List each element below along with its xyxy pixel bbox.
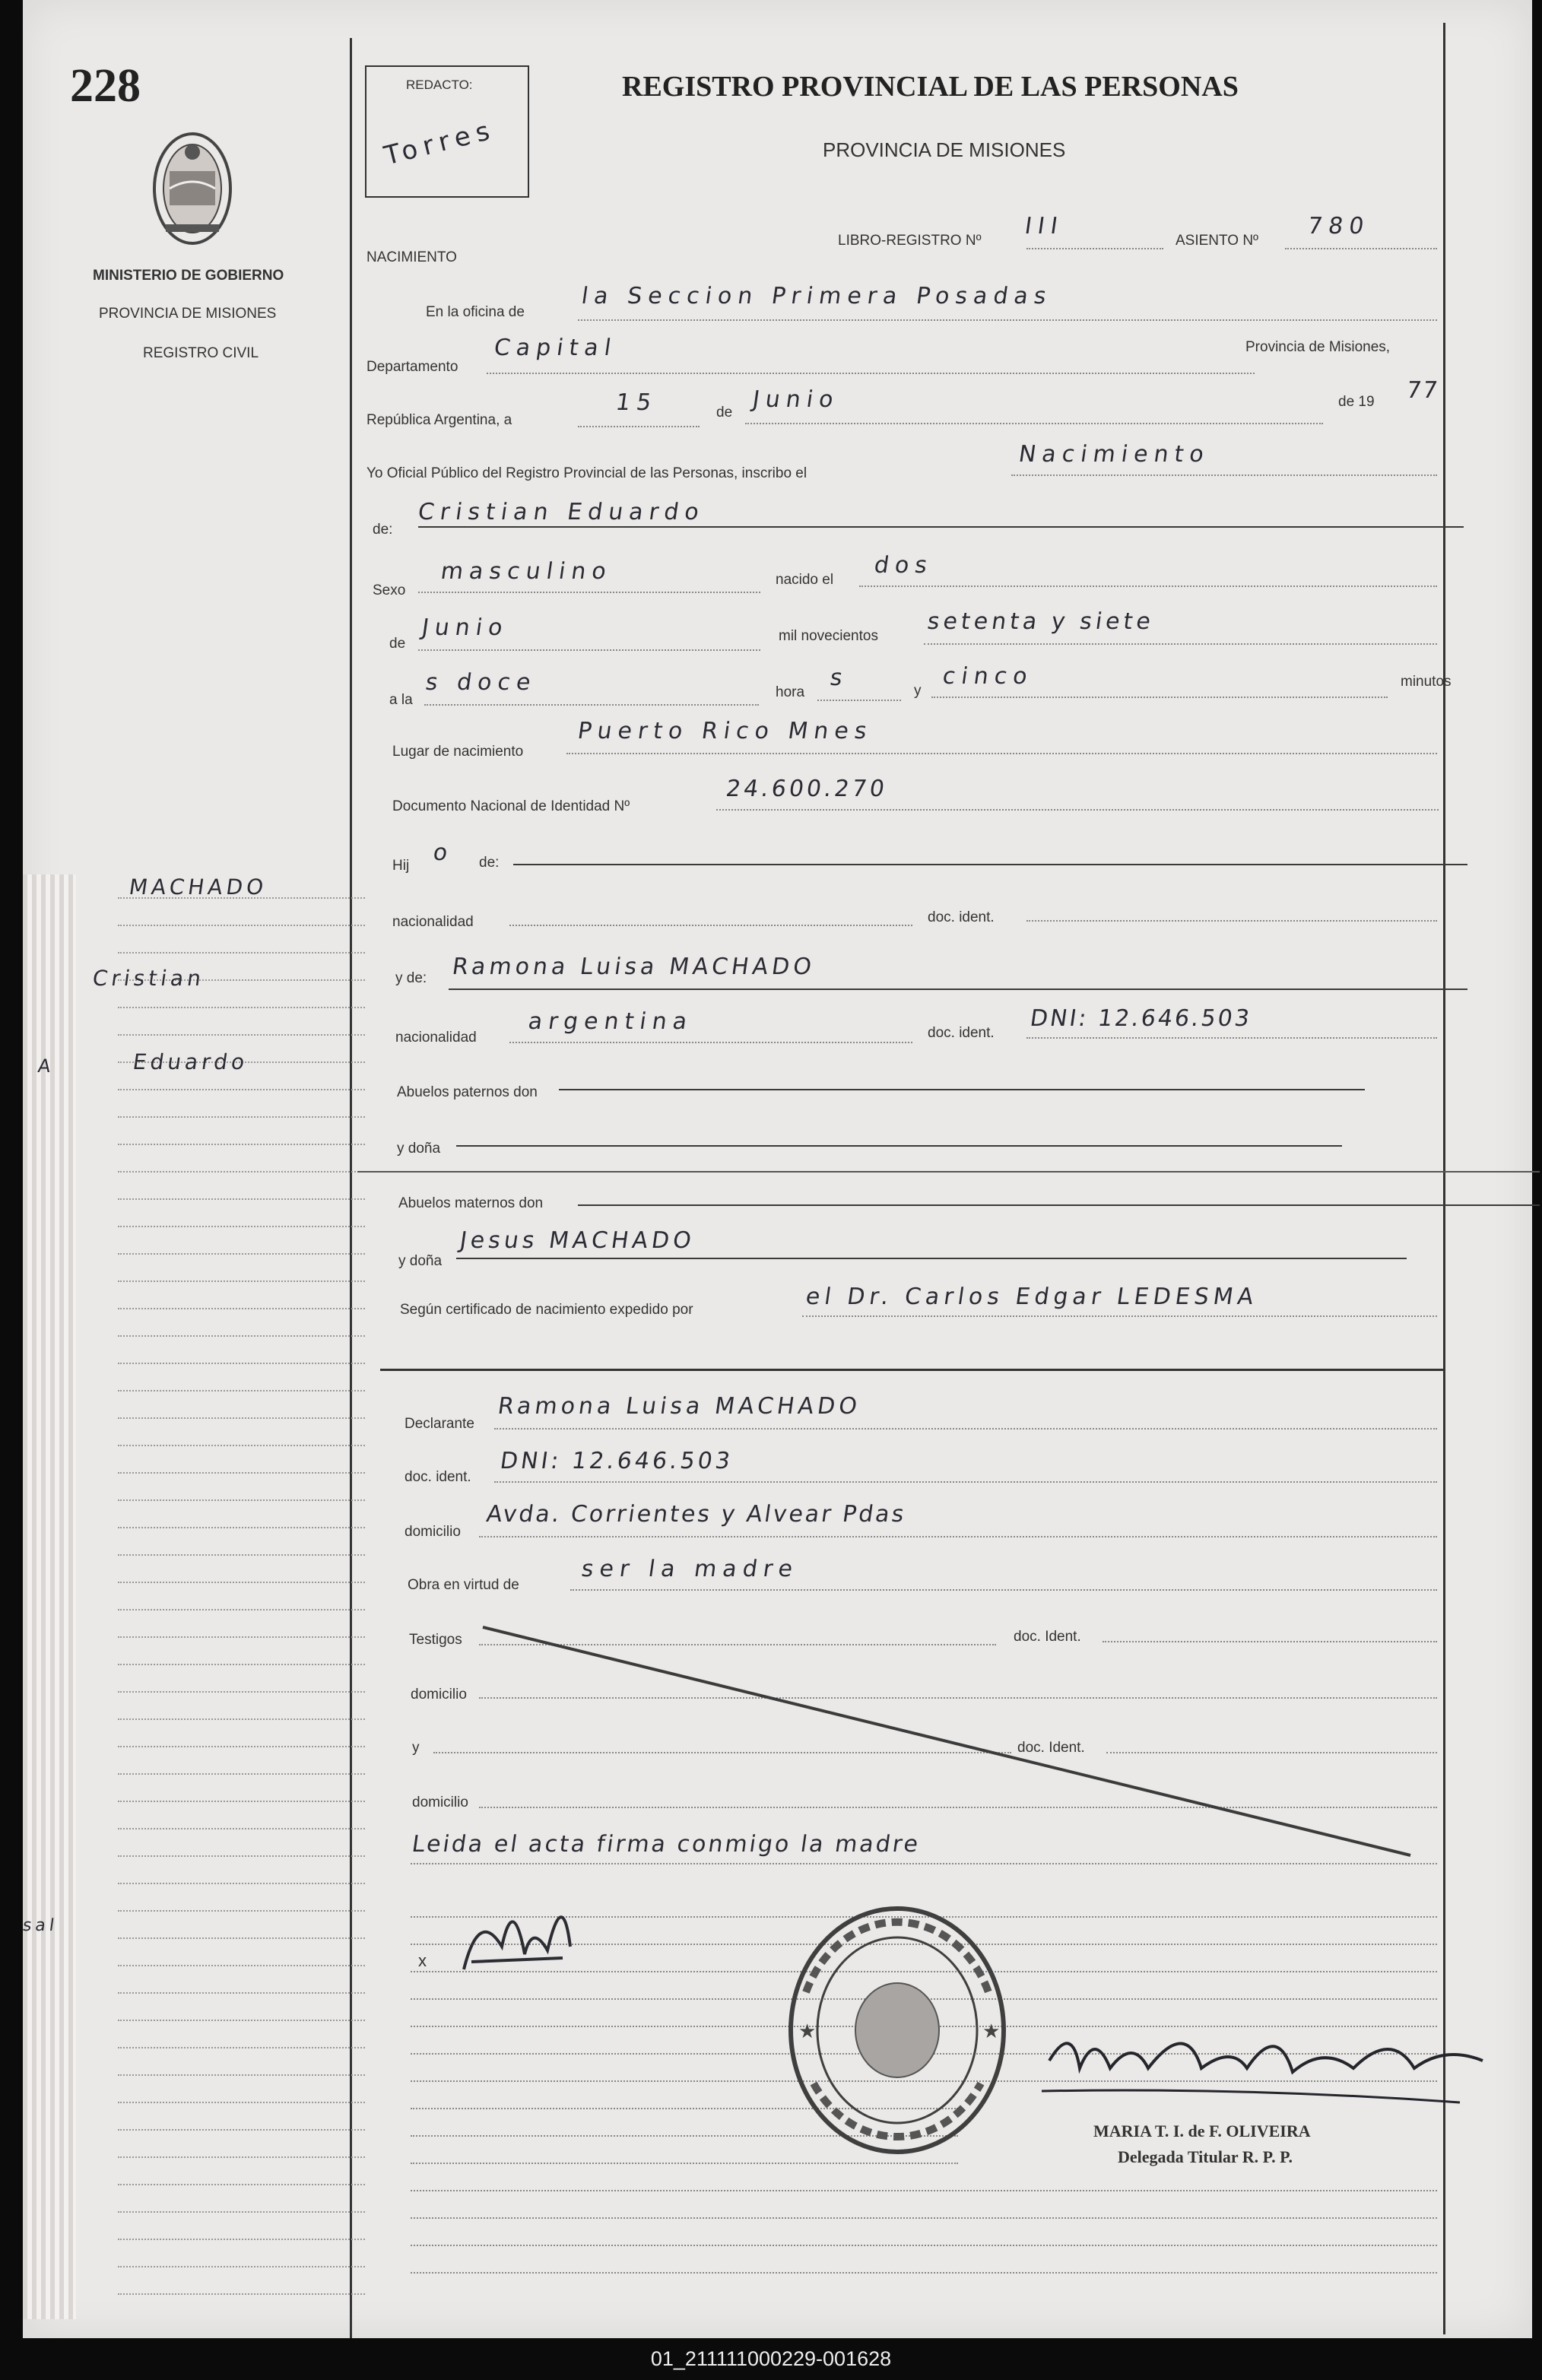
- alas-rule: [424, 704, 759, 706]
- republica-label: República Argentina, a: [366, 412, 512, 428]
- margin-rule: [118, 1801, 365, 1802]
- dni-value: 24.600.270: [724, 776, 890, 802]
- declarant-divider: [380, 1369, 1445, 1371]
- margin-rule: [118, 1691, 365, 1693]
- testigo-dom2-label: domicilio: [412, 1795, 468, 1810]
- abuelos-paternos-label: Abuelos paternos don: [397, 1084, 538, 1100]
- y-label: y: [914, 683, 922, 699]
- certificado-label: Según certificado de nacimiento expedido por: [400, 1302, 693, 1318]
- ydona1-label: y doña: [397, 1141, 441, 1157]
- official-title: Delegada Titular R. P. P.: [1118, 2147, 1293, 2166]
- margin-rule: [118, 2239, 365, 2240]
- madre-value: Ramona Luisa MACHADO: [450, 954, 817, 980]
- redacto-label: REDACTO:: [406, 78, 473, 92]
- madre-underline: [449, 988, 1467, 990]
- nacido-rule: [859, 585, 1437, 587]
- obra-value: ser la madre: [579, 1556, 801, 1582]
- margin-rule: [118, 1253, 365, 1255]
- svg-text:★: ★: [798, 2020, 817, 2042]
- minutos-value: cinco: [941, 663, 1036, 690]
- page-edge-stack: [23, 874, 76, 2319]
- mil-rule: [924, 643, 1437, 645]
- margin-rule: [118, 1445, 365, 1446]
- sexo-label: Sexo: [373, 582, 406, 598]
- province-title: PROVINCIA DE MISIONES: [823, 138, 1066, 161]
- margin-rule: [118, 1883, 365, 1884]
- ydona2-line: [456, 1258, 1407, 1259]
- sexo-value: masculino: [439, 558, 614, 585]
- registry-label: REGISTRO CIVIL: [143, 345, 259, 361]
- margin-rule: [118, 1718, 365, 1720]
- hijo-underline: [513, 864, 1467, 865]
- asiento-value: 780: [1306, 213, 1372, 240]
- abuelos-paternos-line: [559, 1089, 1365, 1090]
- sexo-rule: [418, 592, 760, 593]
- hora-value: s: [828, 665, 851, 691]
- margin-rule: [118, 1280, 365, 1282]
- nacido-value: dos: [872, 552, 935, 579]
- hora-label: hora: [776, 684, 805, 700]
- domicilio-rule: [479, 1536, 1437, 1537]
- margin-rule: [118, 1363, 365, 1364]
- libro-label: LIBRO-REGISTRO Nº: [838, 233, 982, 249]
- libro-rule: [1026, 248, 1163, 249]
- oficina-value: la Seccion Primera Posadas: [579, 283, 1055, 309]
- hijo-value: o: [431, 839, 455, 866]
- alas-value: s doce: [424, 669, 538, 696]
- y-testigo-label: y: [412, 1740, 420, 1756]
- minutos-rule: [931, 697, 1388, 698]
- margin-rule: [118, 2293, 365, 2295]
- image-caption: 01_211111000229-001628: [0, 2338, 1542, 2380]
- margin-rule: [118, 1746, 365, 1747]
- margin-rule: [118, 1034, 365, 1036]
- svg-text:★: ★: [982, 2020, 1001, 2042]
- decl-doc-value: DNI: 12.646.503: [498, 1448, 735, 1474]
- certificado-value: el Dr. Carlos Edgar LEDESMA: [804, 1284, 1260, 1310]
- margin-rule: [118, 1636, 365, 1638]
- certificado-rule: [802, 1315, 1437, 1317]
- cierre-rule: [411, 1863, 1437, 1864]
- margin-rule: [118, 1664, 365, 1665]
- margin-rule: [118, 925, 365, 926]
- margin-rule: [118, 2102, 365, 2103]
- margin-rule: [118, 1855, 365, 1857]
- testigos-label: Testigos: [409, 1632, 462, 1648]
- de-mes-label: de: [389, 636, 406, 652]
- right-column-border: [1443, 23, 1445, 2334]
- obra-label: Obra en virtud de: [408, 1577, 519, 1593]
- registry-title: REGISTRO PROVINCIAL DE LAS PERSONAS: [622, 71, 1239, 103]
- abuela-materna-value: Jesus MACHADO: [458, 1227, 697, 1254]
- lugar-rule: [566, 753, 1437, 754]
- declarante-rule: [494, 1428, 1437, 1430]
- nacido-label: nacido el: [776, 572, 834, 588]
- grandparents-divider: [357, 1171, 1540, 1173]
- margin-rule: [118, 1992, 365, 1994]
- margin-rule: [118, 2047, 365, 2048]
- firma-x: x: [418, 1951, 427, 1970]
- register-page: [23, 0, 1532, 2338]
- margin-rule: [118, 1828, 365, 1829]
- margin-rule: [118, 2020, 365, 2021]
- ministry-label: MINISTERIO DE GOBIERNO: [93, 268, 284, 284]
- mil-value: setenta y siete: [925, 608, 1156, 635]
- margin-rule: [118, 1609, 365, 1610]
- docident2-rule: [1026, 1037, 1437, 1039]
- cierre-value: Leida el acta firma conmigo la madre: [410, 1831, 922, 1858]
- page-number: 228: [70, 60, 141, 112]
- oficial-label: Yo Oficial Público del Registro Provincial de las Personas, inscribo el: [366, 465, 807, 481]
- margin-rule: [118, 1308, 365, 1309]
- margin-rule: [118, 1007, 365, 1008]
- hora-rule: [817, 700, 901, 701]
- yde-label: y de:: [395, 970, 427, 986]
- act-type-label: NACIMIENTO: [366, 249, 457, 265]
- mil-label: mil novecientos: [779, 628, 878, 644]
- persona-underline: [418, 526, 1464, 528]
- mes-value: Junio: [750, 386, 842, 413]
- body-rule: [411, 2190, 1437, 2191]
- margin-rule: [118, 1527, 365, 1528]
- margin-rule: [118, 1582, 365, 1583]
- oficial-rule: [1011, 474, 1437, 476]
- margin-rule: [118, 1116, 365, 1118]
- margin-rule: [118, 1910, 365, 1912]
- testigo2-doc-label: doc. Ident.: [1017, 1740, 1085, 1756]
- ydona2-label: y doña: [398, 1253, 443, 1269]
- decl-doc-rule: [494, 1481, 1437, 1483]
- margin-rule: [118, 1089, 365, 1090]
- persona-value: Cristian Eduardo: [416, 499, 707, 525]
- abuelos-maternos-line: [578, 1204, 1540, 1206]
- ydona1-line: [456, 1145, 1342, 1147]
- abuelos-maternos-label: Abuelos maternos don: [398, 1195, 544, 1211]
- provincia-suffix: Provincia de Misiones,: [1245, 339, 1391, 355]
- margin-rule: [118, 2129, 365, 2131]
- margin-rule: [118, 2156, 365, 2158]
- margin-surname: MACHADO: [127, 874, 269, 900]
- margin-rule: [118, 1144, 365, 1145]
- hijo-de-label: de:: [479, 855, 500, 871]
- dni-rule: [716, 809, 1439, 811]
- ministry-province-label: PROVINCIA DE MISIONES: [99, 306, 277, 322]
- margin-rule: [118, 1226, 365, 1227]
- hijo-label: Hij: [392, 858, 410, 874]
- margin-rule: [118, 1417, 365, 1419]
- lugar-value: Puerto Rico Mnes: [576, 718, 875, 744]
- departamento-value: Capital: [492, 335, 619, 361]
- nacido-mes-rule: [418, 649, 760, 651]
- oficina-rule: [578, 319, 1437, 321]
- left-column-border: [350, 38, 352, 2342]
- nacido-mes-value: Junio: [420, 614, 511, 641]
- alas-label: a la: [389, 692, 413, 708]
- oficina-label: En la oficina de: [426, 304, 525, 320]
- margin-rule: [118, 1472, 365, 1474]
- margin-rule: [118, 2074, 365, 2076]
- anio-value: 77: [1404, 377, 1441, 404]
- de-label: de: [716, 405, 733, 420]
- margin-rule: [118, 1554, 365, 1556]
- redacto-box: [365, 65, 529, 198]
- docident1-rule: [1026, 920, 1437, 922]
- declarante-label: Declarante: [405, 1416, 474, 1432]
- decl-doc-label: doc. ident.: [405, 1469, 471, 1485]
- testigos-doc-label: doc. Ident.: [1014, 1629, 1081, 1645]
- docident2-value: DNI: 12.646.503: [1028, 1005, 1254, 1032]
- dia-rule: [578, 426, 700, 427]
- nacionalidad1-label: nacionalidad: [392, 914, 474, 930]
- libro-value: III: [1023, 213, 1066, 240]
- nacionalidad2-label: nacionalidad: [395, 1030, 477, 1046]
- official-seal-stamp: [783, 1901, 1011, 2159]
- redacto-value: Torres: [381, 114, 499, 172]
- margin-rule: [118, 1198, 365, 1200]
- asiento-rule: [1285, 248, 1437, 249]
- nacionalidad2-value: argentina: [526, 1008, 695, 1035]
- margin-rule: [118, 2184, 365, 2185]
- mes-rule: [745, 423, 1323, 424]
- body-rule: [411, 2245, 1437, 2246]
- margin-mark-sal: sal: [21, 1916, 59, 1935]
- margin-rule: [118, 952, 365, 954]
- nacionalidad2-rule: [509, 1042, 912, 1043]
- lugar-label: Lugar de nacimiento: [392, 744, 524, 760]
- nacionalidad1-rule: [509, 925, 912, 926]
- margin-rule: [118, 2266, 365, 2267]
- testigo-dom1-label: domicilio: [411, 1687, 467, 1702]
- docident1-label: doc. ident.: [928, 909, 995, 925]
- departamento-rule: [487, 373, 1255, 374]
- obra-rule: [570, 1589, 1437, 1591]
- margin-first-name: Cristian: [90, 966, 207, 991]
- de-persona-label: de:: [373, 522, 393, 538]
- margin-mark-a: A: [36, 1055, 56, 1077]
- margin-rule: [118, 1965, 365, 1966]
- dia-value: 15: [614, 389, 659, 416]
- body-rule: [411, 2163, 958, 2164]
- domicilio-value: Avda. Corrientes y Alvear Pdas: [484, 1501, 908, 1528]
- margin-second-name: Eduardo: [131, 1049, 250, 1074]
- coat-of-arms-emblem: [151, 129, 234, 247]
- official-name: MARIA T. I. de F. OLIVEIRA: [1093, 2121, 1311, 2140]
- oficial-value: Nacimiento: [1017, 441, 1212, 468]
- margin-rule: [118, 2211, 365, 2213]
- witness-strike-line: [475, 1620, 1418, 1863]
- official-signature: [1034, 2015, 1490, 2121]
- margin-rule: [118, 1171, 365, 1173]
- declarant-signature: [449, 1878, 601, 1985]
- margin-rule: [118, 1335, 365, 1337]
- dni-label: Documento Nacional de Identidad Nº: [392, 798, 630, 814]
- de-anio-label: de 19: [1338, 394, 1375, 410]
- asiento-label: ASIENTO Nº: [1176, 233, 1258, 249]
- body-rule: [411, 2272, 1437, 2274]
- docident2-label: doc. ident.: [928, 1025, 995, 1041]
- margin-rule: [118, 1773, 365, 1775]
- body-rule: [411, 2217, 1437, 2219]
- margin-rule: [118, 1937, 365, 1939]
- margin-rule: [118, 1499, 365, 1501]
- margin-rule: [118, 1390, 365, 1392]
- minutos-label: minutos: [1401, 674, 1452, 690]
- departamento-label: Departamento: [366, 359, 458, 375]
- domicilio-label: domicilio: [405, 1524, 461, 1540]
- declarante-value: Ramona Luisa MACHADO: [496, 1393, 863, 1420]
